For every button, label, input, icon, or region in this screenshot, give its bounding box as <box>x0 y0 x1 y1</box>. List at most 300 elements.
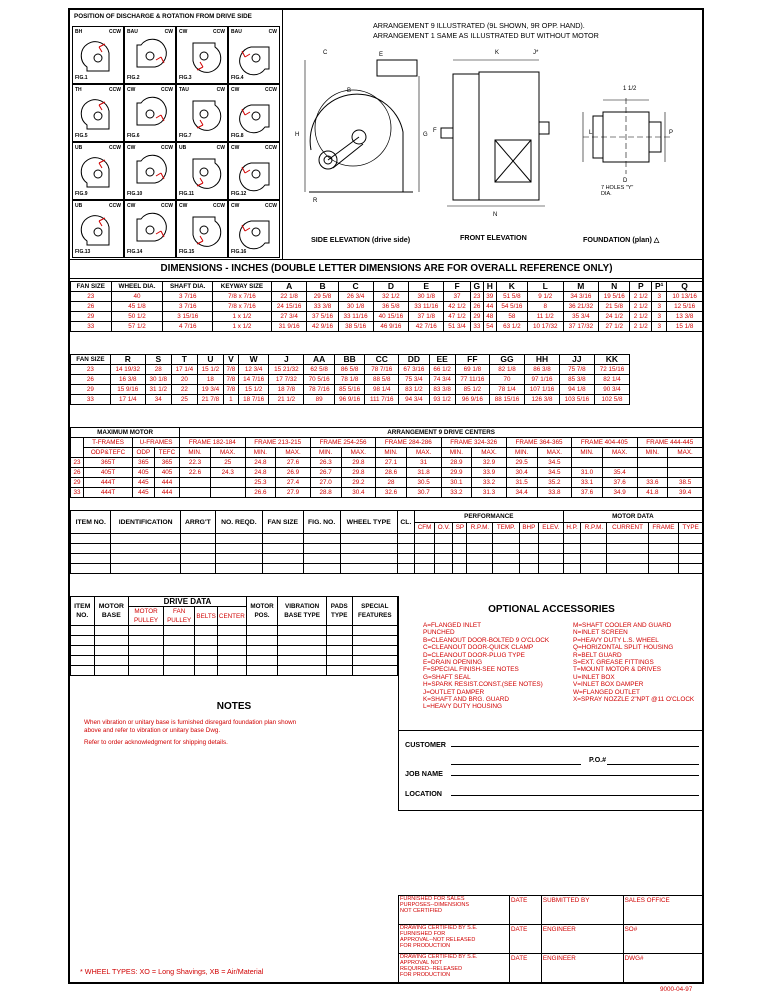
fan-position-figure <box>124 84 176 142</box>
dim1-cell: 3 <box>652 302 667 312</box>
blank-cell <box>71 544 111 554</box>
drive-center-cell: 32.9 <box>472 458 507 468</box>
fan-position-code: TAU <box>179 87 189 93</box>
dim1-cell: 7/8 x 7/16 <box>213 302 272 312</box>
drive-col: CENTER <box>217 607 246 626</box>
svg-text:N: N <box>493 212 498 218</box>
notes-line-1: When vibration or unitary base is furnished disregard foundation plan shown <box>84 719 297 726</box>
blank-cell <box>303 534 340 544</box>
minmax-header: MAX. <box>276 448 311 458</box>
blank-cell <box>217 636 246 646</box>
dim1-header: FAN SIZE <box>71 282 112 292</box>
location-label: LOCATION <box>405 789 442 798</box>
dim2-cell: 78 7/16 <box>365 365 399 375</box>
fan-position-code: BAU <box>231 29 242 35</box>
fan-position-code: TH <box>75 87 82 93</box>
dim1-cell: 29 5/8 <box>307 292 338 302</box>
accessory-item: V=INLET BOX DAMPER <box>573 681 644 689</box>
drive-header: SPECIAL FEATURES <box>352 597 397 626</box>
approval-text <box>399 954 510 983</box>
dim2-cell: 1 <box>223 395 238 405</box>
side-elevation-label: SIDE ELEVATION (drive side) <box>311 235 411 244</box>
po-label: P.O.# <box>589 757 606 764</box>
dim1-header: E <box>409 282 444 292</box>
svg-text:D: D <box>623 178 628 184</box>
fan-position-figure <box>228 142 280 200</box>
figure-number: FIG.9 <box>75 191 88 197</box>
table-row[interactable] <box>71 564 703 574</box>
approval-line: NOT CERTIFIED <box>400 908 442 914</box>
minmax-header: MIN. <box>376 448 407 458</box>
drive-center-cell: 405 <box>132 468 154 478</box>
blank-cell <box>180 534 215 544</box>
dim1-header: K <box>496 282 527 292</box>
blank-cell <box>326 656 352 666</box>
blank-cell <box>397 564 414 574</box>
figure-number: FIG.4 <box>231 75 244 81</box>
drive-center-cell: 33.6 <box>637 478 668 488</box>
drive-data-header: DRIVE DATA <box>129 597 247 607</box>
dim2-cell: 67 3/16 <box>399 365 430 375</box>
blank-cell <box>215 534 262 544</box>
drive-col: FAN PULLEY <box>163 607 194 626</box>
dim2-cell: 22 <box>171 385 197 395</box>
blank-cell <box>326 636 352 646</box>
frame-header: FRAME 284-286 <box>376 438 441 448</box>
table-row[interactable] <box>71 626 398 636</box>
dims-title: DIMENSIONS - INCHES (DOUBLE LETTER DIMENSIONS ARE FOR OVERALL REFERENCE ONLY) <box>160 263 613 274</box>
drive-center-cell: 22.6 <box>180 468 211 478</box>
svg-text:J*: J* <box>533 50 539 56</box>
blank-cell <box>648 544 679 554</box>
figure-number: FIG.8 <box>231 133 244 139</box>
approval-line: FOR PRODUCTION <box>400 972 451 978</box>
fan-position-figure <box>176 84 228 142</box>
dim2-cell: 75 3/4 <box>399 375 430 385</box>
accessory-item: X=SPRAY NOZZLE 2"NPT @11 O'CLOCK <box>573 696 695 704</box>
dim1-cell: 3 7/16 <box>163 292 213 302</box>
svg-text:E: E <box>379 52 384 58</box>
approval-c2[interactable]: SUBMITTED BY <box>541 896 623 925</box>
dim1-cell: 21 5/8 <box>599 302 630 312</box>
dim2-header: GG <box>490 355 525 365</box>
drive-center-cell: 365T <box>84 458 133 468</box>
customer-block <box>398 730 704 811</box>
dim2-cell: 78 7/16 <box>304 385 335 395</box>
drive-center-cell: 31.8 <box>406 468 441 478</box>
performance-table <box>70 510 703 574</box>
dim1-cell: 7/8 x 7/16 <box>213 292 272 302</box>
minmax-header: ODP&TEFC <box>84 448 133 458</box>
dim1-cell: 37 <box>444 292 471 302</box>
blank-cell <box>215 554 262 564</box>
dim2-cell: 102 5/8 <box>594 395 629 405</box>
table-row[interactable] <box>71 636 398 646</box>
order-header: IDENTIFICATION <box>111 511 180 534</box>
fan-position-figure <box>124 26 176 84</box>
blank-cell <box>71 534 111 544</box>
dim1-cell: 31 9/16 <box>271 322 307 332</box>
minmax-header: MAX. <box>537 448 572 458</box>
table-row[interactable] <box>71 544 703 554</box>
dim1-header: WHEEL DIA. <box>111 282 163 292</box>
dim2-header: CC <box>365 355 399 365</box>
foundation-label: FOUNDATION (plan) △ <box>583 235 660 244</box>
drive-center-cell: 26.3 <box>310 458 341 468</box>
blank-cell <box>340 534 397 544</box>
accessory-item: A=FLANGED INLET <box>423 622 482 629</box>
blank-cell <box>217 666 246 676</box>
approval-line: DRAWING CERTIFIED BY S.E. <box>400 925 478 931</box>
drive-center-cell: 24.3 <box>210 468 245 478</box>
accessory-item: T=MOUNT MOTOR & DRIVES <box>573 666 661 674</box>
dim2-cell: 85 3/8 <box>559 375 594 385</box>
blank-cell <box>180 554 215 564</box>
blank-cell <box>71 564 111 574</box>
drive-center-cell: 444T <box>84 478 133 488</box>
performance-header: PERFORMANCE <box>414 511 563 523</box>
document-number: 9000-04-97 <box>660 986 693 993</box>
fan-position-figure <box>124 142 176 200</box>
dim2-cell: 30 1/8 <box>145 375 171 385</box>
blank-cell <box>326 626 352 636</box>
blank-cell <box>435 544 453 554</box>
drive-center-cell: 34.9 <box>602 488 637 498</box>
approval-date[interactable]: DATE <box>510 954 542 983</box>
dim2-cell: 19 3/4 <box>197 385 223 395</box>
dim1-cell: 3 <box>652 292 667 302</box>
blank-cell <box>493 564 519 574</box>
dim2-cell: 21 7/8 <box>197 395 223 405</box>
approval-c3[interactable]: DWG# <box>623 954 702 983</box>
drive-center-cell: 23 <box>71 458 84 468</box>
minmax-header: MAX. <box>341 448 376 458</box>
dim2-cell: 18 <box>197 375 223 385</box>
blank-cell <box>71 554 111 564</box>
drive-center-cell: 26 <box>71 468 84 478</box>
dim1-cell: 30 1/8 <box>338 302 373 312</box>
dim1-cell: 51 5/8 <box>496 292 527 302</box>
blank-line[interactable] <box>451 764 581 765</box>
dim2-cell: 78 1/8 <box>334 375 365 385</box>
blank-cell <box>397 544 414 554</box>
fan-position-figure <box>176 142 228 200</box>
blank-cell <box>163 656 194 666</box>
dim2-cell: 94 1/8 <box>559 385 594 395</box>
blank-cell <box>493 534 519 544</box>
drive-center-cell: 30.5 <box>406 478 441 488</box>
job-name-field[interactable] <box>451 775 699 776</box>
location-field[interactable] <box>451 795 699 796</box>
frame-header: T-FRAMES <box>84 438 133 448</box>
blank-cell <box>71 626 95 636</box>
approval-date[interactable]: DATE <box>510 925 542 954</box>
drive-center-cell: 22.3 <box>180 458 211 468</box>
drive-center-cell: 37.6 <box>602 478 637 488</box>
dim2-cell: 98 1/4 <box>365 385 399 395</box>
dim2-cell: 82 1/8 <box>490 365 525 375</box>
dim1-cell: 33 <box>470 322 483 332</box>
dim2-cell: 21 1/2 <box>269 395 304 405</box>
drive-centers-table <box>70 427 703 498</box>
performance-col: R.P.M. <box>467 522 493 534</box>
drive-center-cell: 33.2 <box>472 478 507 488</box>
job-name-label: JOB NAME <box>405 769 443 778</box>
dim2-header: W <box>238 355 269 365</box>
figure-number: FIG.13 <box>75 249 91 255</box>
rotation-label: CCW <box>109 145 121 151</box>
rotation-label: CCW <box>161 87 173 93</box>
dim2-cell: 85 1/2 <box>455 385 489 395</box>
table-row[interactable] <box>71 656 398 666</box>
blank-cell <box>581 544 607 554</box>
dim2-cell: 83 1/2 <box>399 385 430 395</box>
dim2-cell: 85 5/16 <box>334 385 365 395</box>
notes-line-2: above and refer to vibration or unitary base Dwg. <box>84 727 221 734</box>
drive-center-cell: 34.4 <box>506 488 537 498</box>
dim2-cell: 94 3/4 <box>399 395 430 405</box>
dim2-cell: 93 1/2 <box>429 395 455 405</box>
dim1-cell: 27 1/2 <box>599 322 630 332</box>
dim2-cell: 89 <box>304 395 335 405</box>
dim2-cell: 88 15/16 <box>490 395 525 405</box>
blank-cell <box>163 666 194 676</box>
frame-header: FRAME 364-365 <box>506 438 571 448</box>
figure-number: FIG.16 <box>231 249 247 255</box>
dim2-cell: 14 19/32 <box>110 365 145 375</box>
dim2-cell: 90 3/4 <box>594 385 629 395</box>
dim1-cell: 30 1/8 <box>409 292 444 302</box>
drive-center-cell: 28.9 <box>441 458 472 468</box>
approval-line: APPROVAL--NOT RELEASED <box>400 937 476 943</box>
blank-cell <box>94 626 129 636</box>
figure-number: FIG.2 <box>127 75 140 81</box>
dim1-cell: 37 17/32 <box>563 322 599 332</box>
approval-c2[interactable]: ENGINEER <box>541 954 623 983</box>
drive-center-cell: 30.1 <box>441 478 472 488</box>
dim2-cell: 107 1/16 <box>524 385 559 395</box>
dim2-cell: 15 9/16 <box>110 385 145 395</box>
table-row[interactable] <box>71 554 703 564</box>
drive-header: PADS TYPE <box>326 597 352 626</box>
motor-col: CURRENT <box>607 522 648 534</box>
drive-header: ITEM NO. <box>71 597 95 626</box>
dim1-cell: 54 5/16 <box>496 302 527 312</box>
minmax-header: MAX. <box>406 448 441 458</box>
blank-cell <box>539 554 564 564</box>
dim1-cell: 40 <box>111 292 163 302</box>
customer-label: CUSTOMER <box>405 740 446 749</box>
accessory-item: J=OUTLET DAMPER <box>423 688 485 696</box>
blank-cell <box>262 534 303 544</box>
drive-center-cell <box>210 488 245 498</box>
svg-text:F: F <box>433 128 437 134</box>
blank-cell <box>129 666 164 676</box>
drive-center-cell <box>637 458 668 468</box>
blank-cell <box>648 554 679 564</box>
drive-center-cell: 33.2 <box>441 488 472 498</box>
blank-cell <box>303 544 340 554</box>
approval-table <box>398 895 703 983</box>
fan-position-code: BH <box>75 29 83 35</box>
approval-c3[interactable]: SO# <box>623 925 702 954</box>
dim1-cell: 48 <box>483 312 496 322</box>
blank-cell <box>539 544 564 554</box>
accessory-item: N=INLET SCREEN <box>573 629 628 637</box>
dim2-cell: 69 1/8 <box>455 365 489 375</box>
accessory-item: PUNCHED <box>423 629 455 637</box>
order-header: ITEM NO. <box>71 511 111 534</box>
approval-row <box>399 954 703 983</box>
figure-number: FIG.5 <box>75 133 88 139</box>
dim1-header: SHAFT DIA. <box>163 282 213 292</box>
drive-center-cell: 365 <box>154 458 179 468</box>
blank-cell <box>493 544 519 554</box>
approval-line: PURPOSES--DIMENSIONS <box>400 902 470 908</box>
drive-center-cell: 33.1 <box>572 478 603 488</box>
rotation-label: CCW <box>265 145 277 151</box>
accessory-item: Q=HORIZONTAL SPLIT HOUSING <box>573 644 674 652</box>
drive-center-cell: 26.6 <box>245 488 276 498</box>
dim2-cell: 78 1/4 <box>490 385 525 395</box>
drive-center-cell: 41.8 <box>637 488 668 498</box>
drive-center-cell: 35.4 <box>602 468 637 478</box>
drive-center-cell: 26.7 <box>310 468 341 478</box>
frame-header: FRAME 182-184 <box>180 438 245 448</box>
drive-center-cell <box>668 468 703 478</box>
blank-cell <box>180 544 215 554</box>
motor-col: H.P. <box>563 522 581 534</box>
approval-row <box>399 925 703 954</box>
table-row <box>71 322 703 332</box>
dim2-cell: 72 15/16 <box>594 365 629 375</box>
order-header: CL. <box>397 511 414 534</box>
blank-cell <box>340 564 397 574</box>
divider <box>70 259 703 260</box>
blank-cell <box>414 554 434 564</box>
approval-line: FOR PRODUCTION <box>400 943 451 949</box>
accessory-item: M=SHAFT COOLER AND GUARD <box>573 622 672 629</box>
dim2-cell: 70 5/16 <box>304 375 335 385</box>
dim1-header: Q <box>667 282 703 292</box>
fan-position-code: CW <box>127 145 136 151</box>
dim1-cell: 2 1/2 <box>630 292 652 302</box>
motor-col: FRAME <box>648 522 679 534</box>
dim1-header: N <box>599 282 630 292</box>
drive-center-cell: 28.6 <box>376 468 407 478</box>
table-row <box>71 292 703 302</box>
dim2-header: BB <box>334 355 365 365</box>
table-row[interactable] <box>71 534 703 544</box>
dim1-cell: 10 13/16 <box>667 292 703 302</box>
accessories-right <box>573 622 694 703</box>
drive-center-cell: 30.4 <box>341 488 376 498</box>
dim2-header: J <box>269 355 304 365</box>
dim1-cell: 15 1/8 <box>667 322 703 332</box>
blank-cell <box>414 564 434 574</box>
figure-number: FIG.12 <box>231 191 247 197</box>
approval-text <box>399 925 510 954</box>
rotation-label: CCW <box>161 145 173 151</box>
table-row[interactable] <box>71 666 398 676</box>
blank-cell <box>563 544 581 554</box>
table-row <box>71 488 703 498</box>
approval-date[interactable]: DATE <box>510 896 542 925</box>
approval-c2[interactable]: ENGINEER <box>541 925 623 954</box>
table-row <box>71 365 630 375</box>
table-row[interactable] <box>71 646 398 656</box>
blank-cell <box>453 554 467 564</box>
blank-cell <box>352 656 397 666</box>
customer-field[interactable] <box>451 746 699 747</box>
rotation-label: CCW <box>109 203 121 209</box>
minmax-header: ODP <box>132 448 154 458</box>
blank-cell <box>467 564 493 574</box>
blank-cell <box>519 564 538 574</box>
minmax-header: MIN. <box>441 448 472 458</box>
arrangement-note-2: ARRANGEMENT 1 SAME AS ILLUSTRATED BUT WITHOUT MOTOR <box>373 31 599 40</box>
drive-center-cell <box>602 458 637 468</box>
drive-center-cell: 26.9 <box>276 468 311 478</box>
accessory-item: W=FLANGED OUTLET <box>573 688 640 696</box>
drive-center-cell: 444T <box>84 488 133 498</box>
po-field[interactable] <box>607 764 699 765</box>
drive-header: MOTOR BASE <box>94 597 129 626</box>
dim2-cell: 33 <box>71 395 111 405</box>
blank-cell <box>111 534 180 544</box>
accessory-item: E=DRAIN OPENING <box>423 659 483 667</box>
drive-center-cell: 34.5 <box>537 458 572 468</box>
dim2-header: HH <box>524 355 559 365</box>
blank-cell <box>215 544 262 554</box>
blank-cell <box>246 656 277 666</box>
svg-text:H: H <box>295 132 300 138</box>
dim1-cell: 45 1/8 <box>111 302 163 312</box>
fan-position-figure <box>124 200 176 258</box>
table-row <box>71 478 703 488</box>
dim2-cell: 74 3/4 <box>429 375 455 385</box>
blank-cell <box>453 534 467 544</box>
dim2-cell: 18 7/16 <box>238 395 269 405</box>
frame-header: FRAME 444-445 <box>637 438 703 448</box>
blank-cell <box>397 554 414 564</box>
blank-cell <box>195 636 217 646</box>
fan-position-code: CW <box>179 29 188 35</box>
blank-cell <box>607 554 648 564</box>
blank-cell <box>467 544 493 554</box>
drive-center-cell <box>668 458 703 468</box>
dim1-cell: 44 <box>483 302 496 312</box>
figure-number: FIG.15 <box>179 249 195 255</box>
dim1-cell: 2 1/2 <box>630 322 652 332</box>
approval-c3[interactable]: SALES OFFICE <box>623 896 702 925</box>
blank-cell <box>195 666 217 676</box>
fan-position-figure <box>72 200 124 258</box>
blank-cell <box>278 646 327 656</box>
dim1-cell: 34 3/16 <box>563 292 599 302</box>
arrangement-area <box>283 10 703 259</box>
blank-cell <box>303 554 340 564</box>
blank-cell <box>94 646 129 656</box>
minmax-header: MIN. <box>310 448 341 458</box>
order-header: FAN SIZE <box>262 511 303 534</box>
blank-cell <box>648 564 679 574</box>
blank-cell <box>278 626 327 636</box>
accessories-left <box>423 622 549 711</box>
dim1-header: H <box>483 282 496 292</box>
frame-header: FRAME 213-215 <box>245 438 310 448</box>
figure-number: FIG.7 <box>179 133 192 139</box>
